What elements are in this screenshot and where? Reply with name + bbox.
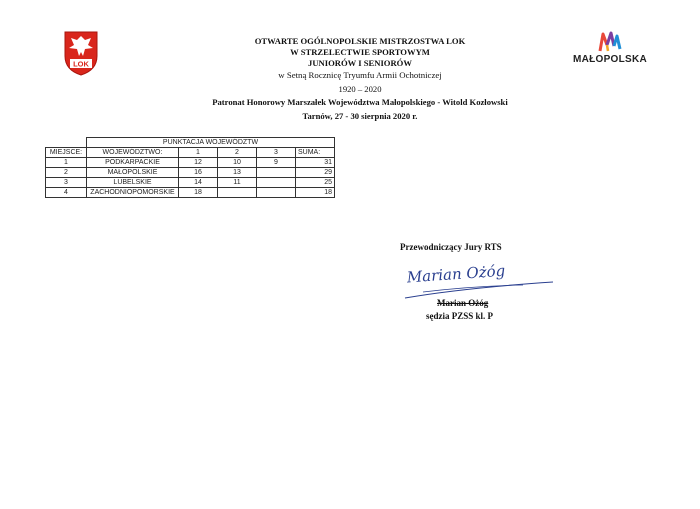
table-title-row bbox=[46, 138, 335, 148]
cell-sum: 25 bbox=[296, 178, 335, 188]
cell-score-2: 10 bbox=[218, 158, 257, 168]
signature-handwriting: Marian Ożóg bbox=[406, 261, 506, 287]
cell-score-1: 12 bbox=[179, 158, 218, 168]
table-title: PUNKTACJA WOJEWÓDZTW bbox=[87, 138, 335, 148]
cell-score-3 bbox=[257, 178, 296, 188]
cell-place: 2 bbox=[46, 168, 87, 178]
header-place: MIEJSCE: bbox=[46, 148, 87, 158]
header-line-5: 1920 – 2020 bbox=[338, 84, 382, 94]
cell-place: 4 bbox=[46, 188, 87, 198]
malopolska-logo-text: MAŁOPOLSKA bbox=[572, 54, 648, 65]
cell-province: ZACHODNIOPOMORSKIE bbox=[87, 188, 179, 198]
cell-province: LUBELSKIE bbox=[87, 178, 179, 188]
header-line-2: W STRZELECTWIE SPORTOWYM bbox=[290, 47, 430, 57]
cell-score-2: 13 bbox=[218, 168, 257, 178]
cell-place: 1 bbox=[46, 158, 87, 168]
cell-score-1: 16 bbox=[179, 168, 218, 178]
lok-logo bbox=[63, 30, 99, 76]
header-col-2: 2 bbox=[218, 148, 257, 158]
header-line-4: w Setną Rocznicę Tryumfu Armii Ochotniczej bbox=[278, 70, 442, 80]
jury-chair-name: Marian Ożóg bbox=[437, 298, 489, 308]
header-line-1: OTWARTE OGÓLNOPOLSKIE MISTRZOSTWA LOK bbox=[254, 36, 466, 46]
cell-province: MAŁOPOLSKIE bbox=[87, 168, 179, 178]
lok-logo-text: LOK bbox=[73, 59, 89, 69]
malopolska-logo bbox=[570, 30, 650, 70]
cell-province: PODKARPACKIE bbox=[87, 158, 179, 168]
cell-sum: 18 bbox=[296, 188, 335, 198]
table-row bbox=[46, 188, 335, 198]
cell-score-2 bbox=[218, 188, 257, 198]
jury-chair-title: Przewodniczący Jury RTS bbox=[400, 242, 502, 252]
header-line-7: Tarnów, 27 - 30 sierpnia 2020 r. bbox=[302, 111, 418, 121]
table-row bbox=[46, 158, 335, 168]
cell-score-3: 9 bbox=[257, 158, 296, 168]
cell-score-1: 18 bbox=[179, 188, 218, 198]
header-line-3: JUNIORÓW I SENIORÓW bbox=[308, 58, 412, 68]
cell-score-1: 14 bbox=[179, 178, 218, 188]
cell-place: 3 bbox=[46, 178, 87, 188]
cell-score-2: 11 bbox=[218, 178, 257, 188]
table-row bbox=[46, 178, 335, 188]
cell-sum: 29 bbox=[296, 168, 335, 178]
table-row bbox=[46, 168, 335, 178]
header-col-1: 1 bbox=[179, 148, 218, 158]
header-sum: SUMA: bbox=[296, 148, 335, 158]
cell-sum: 31 bbox=[296, 158, 335, 168]
header-col-3: 3 bbox=[257, 148, 296, 158]
cell-score-3 bbox=[257, 188, 296, 198]
table-header-row bbox=[46, 148, 335, 158]
header-province: WOJEWÓDZTWO: bbox=[87, 148, 179, 158]
header-line-6: Patronat Honorowy Marszałek Województwa Małopolskiego - Witold Kozłowski bbox=[212, 97, 508, 107]
cell-score-3 bbox=[257, 168, 296, 178]
province-points-table bbox=[45, 137, 335, 198]
jury-chair-role: sędzia PZSS kl. P bbox=[426, 311, 494, 321]
